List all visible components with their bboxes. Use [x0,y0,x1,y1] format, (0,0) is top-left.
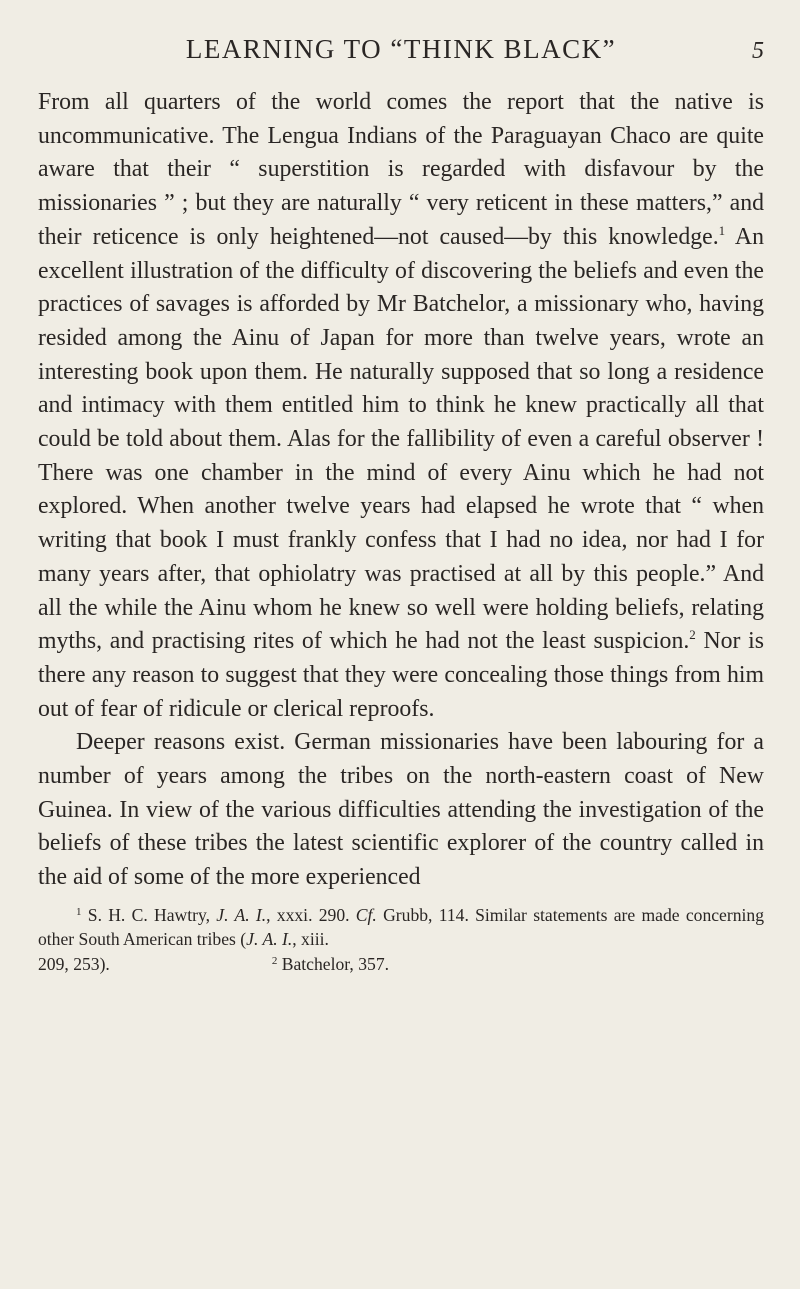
paragraph-1 [38,86,764,726]
footnotes [38,903,764,977]
running-head: LEARNING TO “THINK BLACK” [185,34,617,64]
footnote-ref-2: 2 [689,627,696,643]
paragraph-1-part-b: An excellent illustration of the difficulty of discovering the beliefs and even the practices of savages is afforded by Mr Batchelor, a missionary who, having resided among the Ainu of Japan for more than twelve years, wrote an interesting book upon them. He naturally supposed that so long a residence and intimacy with them entitled him to think he knew practically all that could be told about them. Alas for the fallibility of even a careful observer ! There was one chamber in the mind of every Ainu which he had not explored. When another twelve years had elapsed he wrote that “ when writing that book I must frankly confess that I had no idea, nor had I for many years after, that ophiolatry was practised at all by this people.” And all the while the Ainu whom he knew so well were holding beliefs, relating myths, and practising rites of which he had not the least suspicion. [38,223,764,655]
paragraph-2: Deeper reasons exist. German missionaries have been labouring for a number of years among the tribes on the north-eastern coast of New Guinea. In view of the various difficulties attending the investigation of the beliefs of these tribes the latest scientific explorer of the country called in the aid of some of the more experienced [38,729,764,891]
paragraph-1-part-a: From all quarters of the world comes the report that the native is uncommunicative. The Lengua Indians of the Paraguayan Chaco are quite aware that their “ superstition is regarded with disfavour by the missionaries ” ; but they are naturally “ very reticent in these matters,” and their reticence is only heightened—not caused—by this knowledge. [38,89,764,250]
footnote-line [38,952,764,977]
footnote-ref-1: 1 [718,222,726,238]
body-text [38,86,764,895]
footnote-1-mark: 1 [76,905,82,918]
page-header [38,30,764,72]
footnote-2: $^2$ Batchelor, 357. [271,953,390,974]
paragraph-1-part-c: Nor is there any reason to suggest that they were concealing those things from him out of fear of ridicule or clerical reproofs. [38,628,764,722]
book-page [38,30,764,1270]
footnote-2-mark: 2 [271,954,278,967]
footnote-1: $^1$ S. H. C. Hawtry, J. A. I., xxxi. 290. Cf. Grubb, 114. Similar statements are made concerning other South American tribes (J. A. I., xiii. [38,904,764,950]
page-number: 5 [752,38,764,64]
footnote-1-continuation: 209, 253). [38,953,110,974]
